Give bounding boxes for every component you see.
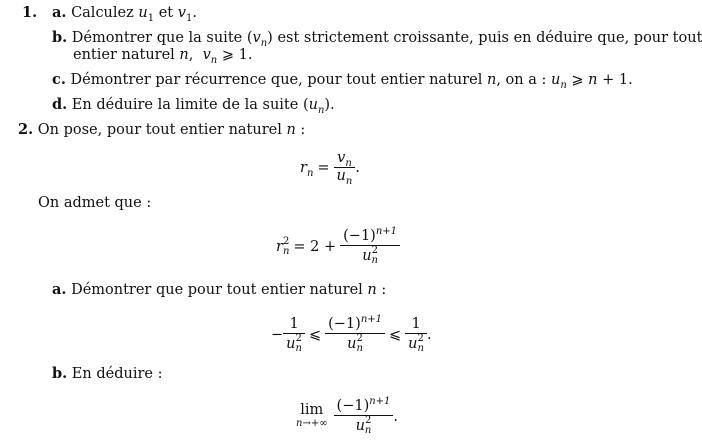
limit-operator: lim n→+∞ [296, 402, 328, 429]
fraction-vn-un: $\frac{v_n}{u_n}$ [334, 150, 356, 185]
fraction-minus-one-over-un2: 1 u 2 n [283, 316, 305, 354]
fraction-signed-over-un2-c: $(-1)^{n+1}$ u 2 n [334, 398, 394, 436]
q1-a-line [22, 4, 37, 22]
q1-number: 1. [22, 4, 38, 21]
q2-number: 2. [18, 121, 34, 138]
q1-a [52, 4, 197, 22]
q1-a-letter: a. [52, 4, 67, 21]
q1-c [52, 71, 633, 89]
q1-d-letter: d. [52, 96, 68, 113]
q1-b-cont: entier naturel n, $v_n$ ⩾ 1. [73, 47, 253, 66]
q1-b-text: Démontrer que la suite $(v_n)$ est strictement croissante, puis en déduire que, pour tout [71, 30, 702, 49]
q2-intro: 2. On pose, pour tout entier naturel n : [18, 121, 306, 138]
q2-a-letter: a. [52, 281, 67, 298]
fraction-signed-over-un2: $(-1)^{n+1}$ u 2 n [340, 228, 400, 266]
q1-c-text: Démontrer par récurrence que, pour tout entier naturel n, on a : $u_n$ ⩾ n + 1. [70, 72, 633, 91]
q1-b [52, 29, 702, 47]
fraction-signed-over-un2-b: $(-1)^{n+1}$ u 2 n [325, 316, 385, 354]
limit-expression: lim n→+∞ $(-1)^{n+1}$ u 2 n . [296, 396, 399, 436]
q1-c-letter: c. [52, 71, 66, 88]
q1-a-text: Calculez $u_1$ et $v_1$. [71, 5, 197, 24]
equation-rn-squared: r 2 n = 2 + $(-1)^{n+1}$ u 2 n [276, 228, 400, 266]
q2-b: b. En déduire : [52, 365, 163, 382]
equation-rn: $r_n$ = $\frac{v_n}{u_n}$ . [300, 150, 360, 187]
fraction-one-over-un2: 1 u 2 n [405, 316, 427, 354]
q1-d [52, 96, 335, 114]
admet-text: On admet que : [38, 195, 152, 211]
inequality-bounds: − 1 u 2 n ⩽ $(-1)^{n+1}$ u 2 n ⩽ 1 u 2 n . [271, 314, 432, 354]
q1-d-text: En déduire la limite de la suite $(u_n)$. [71, 97, 335, 116]
q1-b-letter: b. [52, 29, 68, 46]
q2-b-letter: b. [52, 365, 68, 382]
q2-a: a. Démontrer que pour tout entier naturel n : [52, 281, 387, 298]
